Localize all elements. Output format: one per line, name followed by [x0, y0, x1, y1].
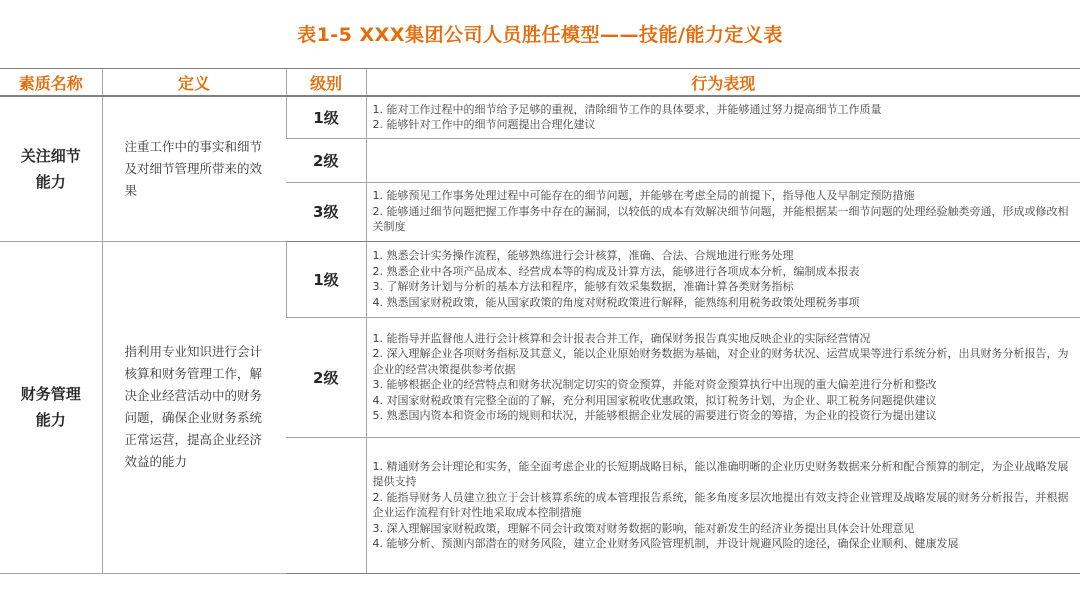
behavior-cell	[366, 96, 1080, 138]
behavior-item: 2. 能指导财务人员建立独立于会计核算系统的成本管理报告系统，能多角度多层次地提出有效支持企业管理及战略发展的财务分析报告，并根据企业运作流程有针对性地采取成本控制措施	[372, 490, 1069, 519]
behavior-item: 4. 熟悉国家财税政策，能从国家政策的角度对财税政策进行解释，能熟练利用税务政策处理税务事项	[372, 295, 860, 309]
trait-name-line2: 能力	[35, 172, 66, 191]
behavior-item: 2. 能够通过细节问题把握工作事务中存在的漏洞，以较低的成本有效解决细节问题，并能根据某一细节问题的处理经验触类旁通，形成或修改相关制度	[372, 204, 1069, 234]
trait-name-line2: 能力	[35, 411, 66, 429]
behavior-item: 4. 能够分析、预测内部潜在的财务风险，建立企业财务风险管理机制，并设计规避风险的途径，确保企业顺利、健康发展	[372, 537, 959, 550]
level-label: 1级	[286, 241, 366, 317]
header-behavior: 行为表现	[366, 69, 1080, 97]
table-row	[0, 241, 1080, 317]
level-label: 3级	[286, 182, 366, 241]
behavior-item: 5. 熟悉国内资本和资金市场的规则和状况，并能够根据企业发展的需要进行资金的筹措，为企业的投资行为提出建议	[372, 409, 937, 422]
table-row	[0, 96, 1080, 138]
behavior-item: 2. 熟悉企业中各项产品成本、经营成本等的构成及计算方法，能够进行各项成本分析，编制成本报表	[372, 264, 860, 278]
behavior-cell	[366, 437, 1080, 573]
behavior-item: 1. 能指导并监督他人进行会计核算和会计报表合并工作，确保财务报告真实地反映企业的实际经营情况	[372, 331, 871, 345]
behavior-item: 3. 了解财务计划与分析的基本方法和程序，能够有效采集数据，准确计算各类财务指标	[372, 280, 794, 293]
behavior-cell	[366, 241, 1080, 317]
level-label: 2级	[286, 317, 366, 437]
header-row	[0, 69, 1080, 97]
trait-name	[0, 241, 102, 573]
behavior-cell	[366, 182, 1080, 241]
behavior-item: 2. 深入理解企业各项财务指标及其意义，能以企业原始财务数据为基础，对企业的财务状况、运营成果等进行系统分析，出具财务分析报告，为企业的经营决策提供参考依据	[372, 347, 1069, 376]
behavior-item: 2. 能够针对工作中的细节问题提出合理化建议	[372, 118, 596, 132]
competency-table	[0, 68, 1080, 574]
table-title: 表1-5 XXX集团公司人员胜任模型——技能/能力定义表	[297, 24, 783, 46]
level-label	[286, 437, 366, 573]
header-trait: 素质名称	[0, 69, 102, 97]
behavior-item: 1. 能对工作过程中的细节给予足够的重视，清除细节工作的具体要求，并能够通过努力提高细节工作质量	[372, 102, 882, 116]
competency-table-wrapper	[0, 68, 1080, 574]
behavior-item: 1. 熟悉会计实务操作流程，能够熟练进行会计核算，准确、合法、合规地进行账务处理	[372, 249, 794, 262]
trait-name	[0, 96, 102, 241]
behavior-cell-empty	[366, 138, 1080, 182]
level-label: 1级	[286, 96, 366, 138]
trait-definition: 指利用专业知识进行会计核算和财务管理工作，解决企业经营活动中的财务问题，确保企业财务系统正常运营，提高企业经济效益的能力	[102, 241, 286, 573]
header-definition: 定义	[102, 69, 286, 97]
behavior-item: 3. 深入理解国家财税政策，理解不同会计政策对财务数据的影响，能对新发生的经济业务提出具体会计处理意见	[372, 521, 915, 535]
trait-name-line1: 关注细节	[20, 146, 81, 165]
level-label: 2级	[286, 138, 366, 182]
behavior-item: 3. 能够根据企业的经营特点和财务状况制定切实的资金预算，并能对资金预算执行中出现的重大偏差进行分析和整改	[372, 378, 937, 391]
behavior-item: 4. 对国家财税政策有完整全面的了解，充分利用国家税收优惠政策，拟订税务计划，为企业、职工税务问题提供建议	[372, 393, 937, 407]
header-level: 级别	[286, 69, 366, 97]
behavior-item: 1. 能够预见工作事务处理过程中可能存在的细节问题，并能够在考虑全局的前提下，指导他人及早制定预防措施	[372, 189, 915, 203]
behavior-item: 1. 精通财务会计理论和实务，能全面考虑企业的长短期战略目标，能以准确明晰的企业历史财务数据来分析和配合预算的制定，为企业战略发展提供支持	[372, 459, 1069, 488]
behavior-cell	[366, 317, 1080, 437]
trait-definition: 注重工作中的事实和细节及对细节管理所带来的效果	[102, 96, 286, 241]
trait-name-line1: 财务管理	[20, 385, 81, 403]
